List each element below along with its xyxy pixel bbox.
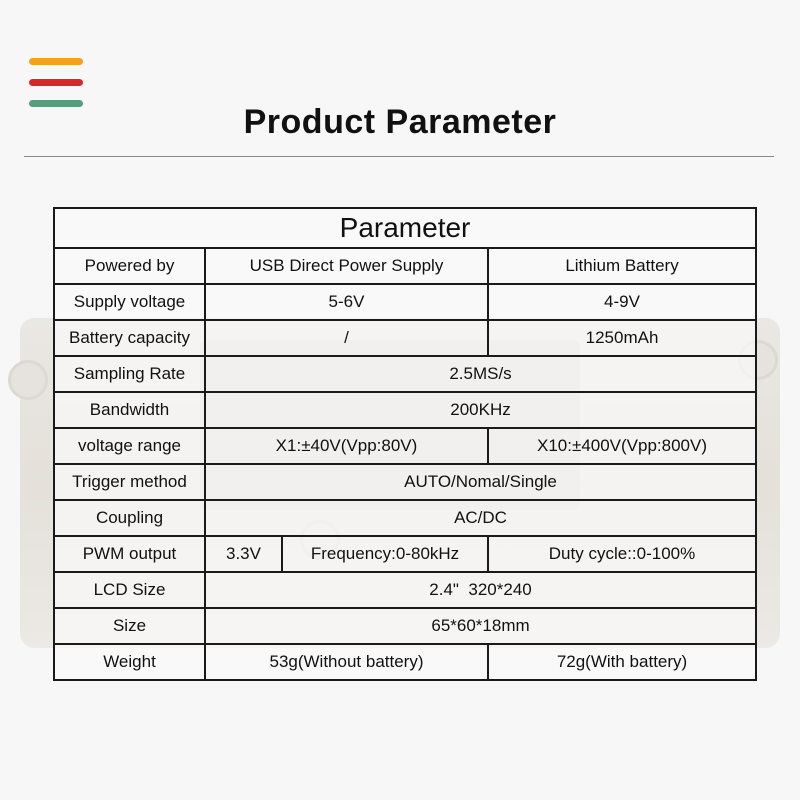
row-label: Bandwidth bbox=[54, 392, 205, 428]
cell-value: Lithium Battery bbox=[488, 248, 756, 284]
header-divider bbox=[24, 156, 774, 157]
decor-stripe-orange bbox=[29, 58, 83, 65]
cell-value: X1:±40V(Vpp:80V) bbox=[205, 428, 488, 464]
table-row bbox=[54, 320, 756, 356]
cell-value: 1250mAh bbox=[488, 320, 756, 356]
background-knob bbox=[8, 360, 48, 400]
cell-value: Frequency:0-80kHz bbox=[282, 536, 488, 572]
row-label: Powered by bbox=[54, 248, 205, 284]
cell-value: 65*60*18mm bbox=[205, 608, 756, 644]
table-row bbox=[54, 248, 756, 284]
table-row bbox=[54, 284, 756, 320]
row-label: voltage range bbox=[54, 428, 205, 464]
cell-value: 4-9V bbox=[488, 284, 756, 320]
table-row bbox=[54, 644, 756, 680]
cell-value: 3.3V bbox=[205, 536, 282, 572]
cell-value: 2.4" 320*240 bbox=[205, 572, 756, 608]
table-row bbox=[54, 464, 756, 500]
cell-value: X10:±400V(Vpp:800V) bbox=[488, 428, 756, 464]
table-row bbox=[54, 572, 756, 608]
decor-stripe-red bbox=[29, 79, 83, 86]
cell-value: / bbox=[205, 320, 488, 356]
cell-value: Duty cycle::0-100% bbox=[488, 536, 756, 572]
cell-value: 53g(Without battery) bbox=[205, 644, 488, 680]
row-label: Coupling bbox=[54, 500, 205, 536]
cell-value: 200KHz bbox=[205, 392, 756, 428]
cell-value: 5-6V bbox=[205, 284, 488, 320]
row-label: Battery capacity bbox=[54, 320, 205, 356]
page-title: Product Parameter bbox=[243, 103, 557, 141]
cell-value: USB Direct Power Supply bbox=[205, 248, 488, 284]
table-row bbox=[54, 392, 756, 428]
row-label: Supply voltage bbox=[54, 284, 205, 320]
cell-value: AC/DC bbox=[205, 500, 756, 536]
row-label: Trigger method bbox=[54, 464, 205, 500]
cell-value: 72g(With battery) bbox=[488, 644, 756, 680]
row-label: Size bbox=[54, 608, 205, 644]
cell-value: 2.5MS/s bbox=[205, 356, 756, 392]
cell-value: AUTO/Nomal/Single bbox=[205, 464, 756, 500]
table-row bbox=[54, 356, 756, 392]
parameter-table bbox=[53, 207, 757, 681]
table-title: Parameter bbox=[54, 208, 756, 248]
table-row bbox=[54, 608, 756, 644]
row-label: PWM output bbox=[54, 536, 205, 572]
row-label: Sampling Rate bbox=[54, 356, 205, 392]
table-row bbox=[54, 428, 756, 464]
table-header-row bbox=[54, 208, 756, 248]
table-row bbox=[54, 500, 756, 536]
row-label: Weight bbox=[54, 644, 205, 680]
table-row bbox=[54, 536, 756, 572]
row-label: LCD Size bbox=[54, 572, 205, 608]
